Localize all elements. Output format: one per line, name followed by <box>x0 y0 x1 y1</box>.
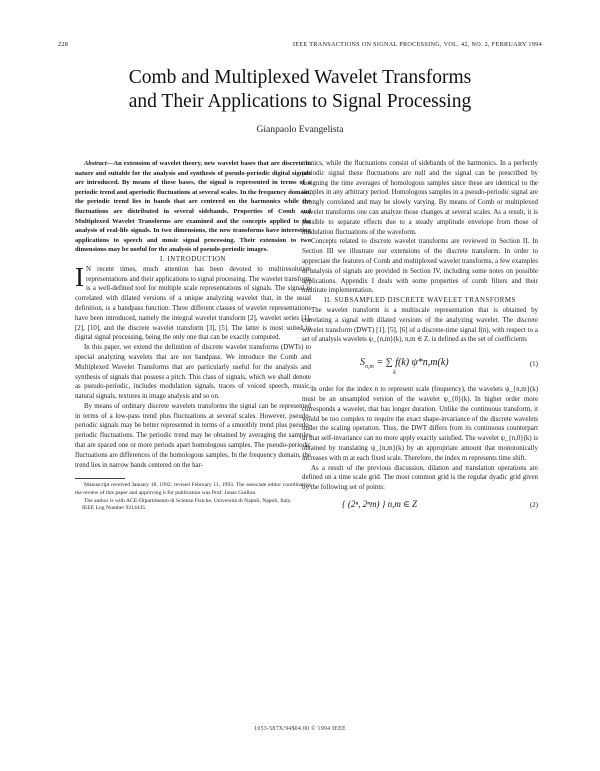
paper-title <box>40 66 560 114</box>
abstract-text: An extension of wavelet theory, new wavelet bases that are discrete in nature and suitable for the analysis and synthesis of pseudo-periodic digital signals are introduced. By means of these bases, the signal is represented in terms of a periodic trend and aperiodic fluctuations at several scales. In the frequency domain, the periodic trend lies in bands that are centered on the harmonics while the fluctuations are distributed in several sidebands. Properties of Comb and Multiplexed Wavelet Transforms are examined and the concepts applied to the analysis of real-life signals. In two dimensions, the new transforms have interesting applications to speech and music signal processing. Their extension to two dimensions may be useful for the analysis of pseudo-periodic images. <box>75 160 311 254</box>
eq-sub: n,m <box>365 364 374 371</box>
equation-2-number: (2) <box>529 500 538 509</box>
equation-2 <box>302 497 538 515</box>
right-paragraph-1: monics, while the fluctuations consist of sidebands of the harmonics. In a perfectly periodic signal these fluctuations are null and the signal can be prescribed by assigning the time averages of homologous samples since these are identical to the samples in any arbitrary period. Homologous samples in a pseudo-periodic signal are strongly correlated and may be slowly varying. By means of Comb or multiplexed wavelet transforms one can analyze those changes at several scales. As a result, it is possible to separate effects due to a steady amplitude envelope from those of modulation fluctuations of the waveform. <box>302 160 538 236</box>
right-paragraph-3: The wavelet transform is a multiscale representation that is obtained by correlating a signal with dilated versions of the analyzing wavelet. The discrete wavelet transform (DWT) [1], [5], [6] of a discrete-time signal f(n), with respect to a set of analysis wavelets ψ_{n,m}(k), n,m ∈ Z, is defined as the set of coefficients <box>302 306 538 344</box>
intro-p1-text: N recent times, much attention has been devoted to multiresolution representations and their applications to signal processing. The wavelet transform is a well-defined tool for multiple scale representations of signals. The signal is correlated with dilated versions of a unique analyzing wavelet that, in the usual definition, is a bandpass function. Three different classes of wavelet representations have been introduced, namely the integral wavelet transform [2], wavelet series [1], [2], [10], and the discrete wavelet transform [3], [5]. The latter is most suited to digital signal processing, being the only one that can be exactly computed. <box>75 265 311 342</box>
equation-number: (1) <box>529 360 538 369</box>
intro-paragraph-2: In this paper, we extend the definition of discrete wavelet transforms (DWTs) to special analyzing wavelets that are not bandpass. We introduce the Comb and Multiplexed Wavelet Transforms that are particularly useful for the analysis and synthesis of signals that possess a pitch. This class of signals, which we shall denote as pseudo-periodic, includes modulation signals, traces of voiced speech, music, natural signals, textures in image analysis and so on. <box>75 344 311 401</box>
right-paragraph-2: Concepts related to discrete wavelet transforms are reviewed in Section II. In Section III we illustrate our extensions of the discrete transform. In order to appreciate the features of Comb and multiplexed wavelet transforms, a few examples of analysis of signals are provided in Section IV, including some notes on possible applications. Appendix I deals with some properties of comb filters and their multirate implementation. <box>302 238 538 295</box>
drop-cap: I <box>75 261 84 292</box>
journal-name: IEEE TRANSACTIONS ON SIGNAL PROCESSING, VOL. 42, NO. 2, FEBRUARY 1994 <box>292 41 542 48</box>
running-head <box>58 41 542 51</box>
footnote-rule <box>75 478 125 479</box>
intro-paragraph-3: By means of ordinary discrete wavelets transforms the signal can be represented in terms of a low-pass trend plus fluctuations at several scales. However, pseudo-periodic signals may be better represented in terms of a smoothly trend plus pseudo-periodic fluctuations. The periodic trend may be obtained by averaging the samples that are spaced one or more periods apart homologous samples. The pseudo-periodic fluctuations are differences of the homologous samples. In the frequency domain, the trend lies in narrow bands centered on the har- <box>75 402 311 469</box>
left-column <box>75 159 311 513</box>
intro-paragraph-1 <box>75 261 311 343</box>
eq-rhs: = ∑ f(k) ψ*n,m(k) <box>376 357 449 369</box>
right-paragraph-5: As a result of the previous discussion, dilation and translation operations are defined on a time scale grid. The most common grid is the regular dyadic grid given by the following set of points: <box>302 464 538 492</box>
title-line-1: Comb and Multiplexed Wavelet Transforms <box>128 67 472 88</box>
intro-heading: I. INTRODUCTION <box>159 255 226 263</box>
equation-1 <box>302 351 538 381</box>
page-number: 228 <box>58 41 69 48</box>
footnote-received: Manuscript received January 18, 1992; revised February 11, 1993. The associate editor coordinating the review of this paper and approving it for publication was Prof. Jonas Guillon. <box>75 482 311 497</box>
eq-lhs: S <box>360 357 365 369</box>
abstract <box>75 159 311 255</box>
grid-equation: { (2ⁿ, 2ⁿm) } n,m ∈ Z <box>342 498 418 509</box>
copyright-line: 1053-587X/94$04.00 © 1994 IEEE <box>254 726 346 732</box>
author-name: Gianpaolo Evangelista <box>256 124 344 135</box>
right-column <box>302 159 538 515</box>
footnote-affiliation: The author is with ACE-Dipartimento di Scienze Fisiche, Università di Napoli, Napoli, Italy. <box>84 497 292 504</box>
footnote-ieee-log: IEEE Log Number 9214435. <box>82 505 147 512</box>
equation-body <box>360 357 454 377</box>
section-2-heading: II. SUBSAMPLED DISCRETE WAVELET TRANSFORMS <box>324 297 516 305</box>
abstract-lead: Abstract— <box>84 160 114 167</box>
right-paragraph-4: In order for the index n to represent scale (frequency), the wavelets ψ_{n,m}(k) must be an unsampled version of the wavelet ψ_{0}(k). In higher order more corresponds a wavelet, that has longer duration. Unlike the continuous transform, it would be too complex to require the exact shape-invariance of the discrete wavelets under the scaling operation. Thus, the DWT differs from its continuous counterpart in that self-invariance can no more apply exactly satisfied. The wavelet ψ_{n,0}(k) is obtained by translating ψ_{n,m}(k) by an appropriate amount that monotonically increases with m at each fixed scale. Therefore, the index m represents time shift. <box>302 386 538 462</box>
title-line-2: and Their Applications to Signal Processing <box>128 91 472 112</box>
eq-index: k <box>393 370 396 377</box>
